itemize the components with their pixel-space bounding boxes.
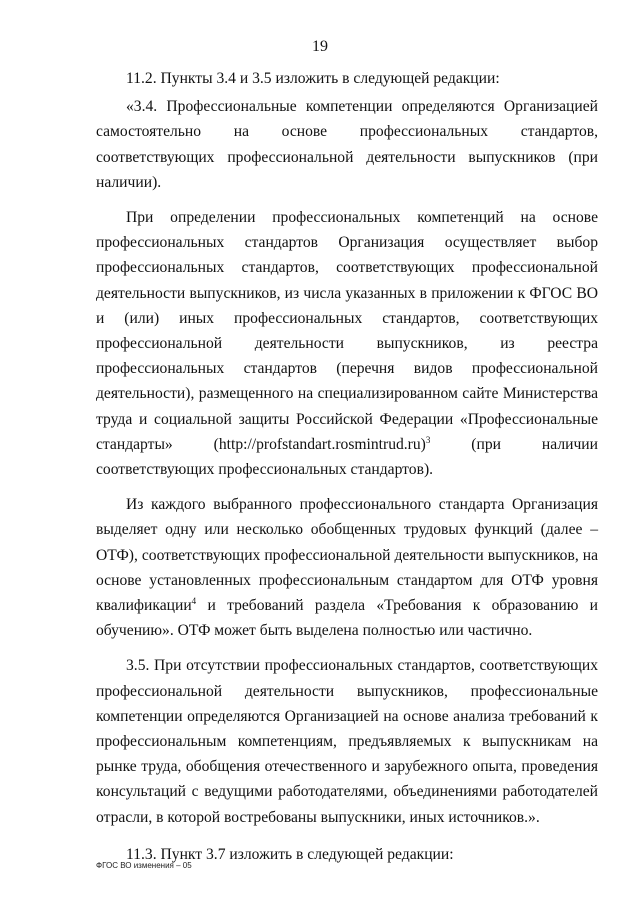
paragraph-text: При определении профессиональных компетенций на основе профессиональных стандартов Организация осуществляет выбор профессиональных стандартов, соответствующих профессиональной деятельности выпускников, из числа указанных в приложении к ФГОС ВО и (или) иных профессиональных стандартов, соответствующих профессиональной деятельности выпускников, из реестра профессиональных стандартов (перечня видов профессиональной деятельности), размещенного на специализированном сайте Министерства труда и социальной защиты Российской Федерации «Профессиональные стандарты» (http://profstandart.rosmintrud.ru) xyxy=(96,209,598,453)
footnote-marker-4: 4 xyxy=(191,595,197,606)
page-number: 19 xyxy=(312,38,328,55)
document-body xyxy=(96,66,598,867)
paragraph-text: 3.5. При отсутствии профессиональных стандартов, соответствующих профессиональной деятельности выпускников, профессиональные компетенции определяются Организацией на основе анализа требований к профессиональным компетенциям, предъявляемых к выпускникам на рынке труда, обобщения отечественного и зарубежного опыта, проведения консультаций с ведущими работодателями, объединениями работодателей отрасли, в которой востребованы выпускники, иных источников.». xyxy=(96,657,598,826)
footnote-marker-3: 3 xyxy=(425,434,431,445)
page-footer: ФГОС ВО изменения – 05 xyxy=(96,861,192,870)
paragraph-selection xyxy=(96,205,598,482)
paragraph-text: «3.4. Профессиональные компетенции определяются Организацией самостоятельно на основе профессиональных стандартов, соответствующих профессиональной деятельности выпускников (при наличии). xyxy=(96,98,598,191)
paragraph-text: и требований раздела «Требования к образованию и обучению». ОТФ может быть выделена полностью или частично. xyxy=(96,597,598,640)
paragraph-3-5 xyxy=(96,653,598,829)
paragraph-text: 11.3. Пункт 3.7 изложить в следующей редакции: xyxy=(126,845,454,863)
paragraph-text: 11.2. Пункты 3.4 и 3.5 изложить в следующей редакции: xyxy=(126,70,500,87)
paragraph-11-2 xyxy=(96,66,598,91)
paragraph-text: Из каждого выбранного профессионального стандарта Организация выделяет одну или несколько обобщенных трудовых функций (далее – ОТФ), соответствующих профессиональной деятельности выпускников, на основе установленных профессиональным стандартом для ОТФ уровня квалификации xyxy=(96,496,598,615)
paragraph-otf xyxy=(96,492,598,643)
paragraph-3-4 xyxy=(96,94,598,195)
paragraph-text: (при наличии соответствующих профессиональных стандартов). xyxy=(96,435,598,479)
